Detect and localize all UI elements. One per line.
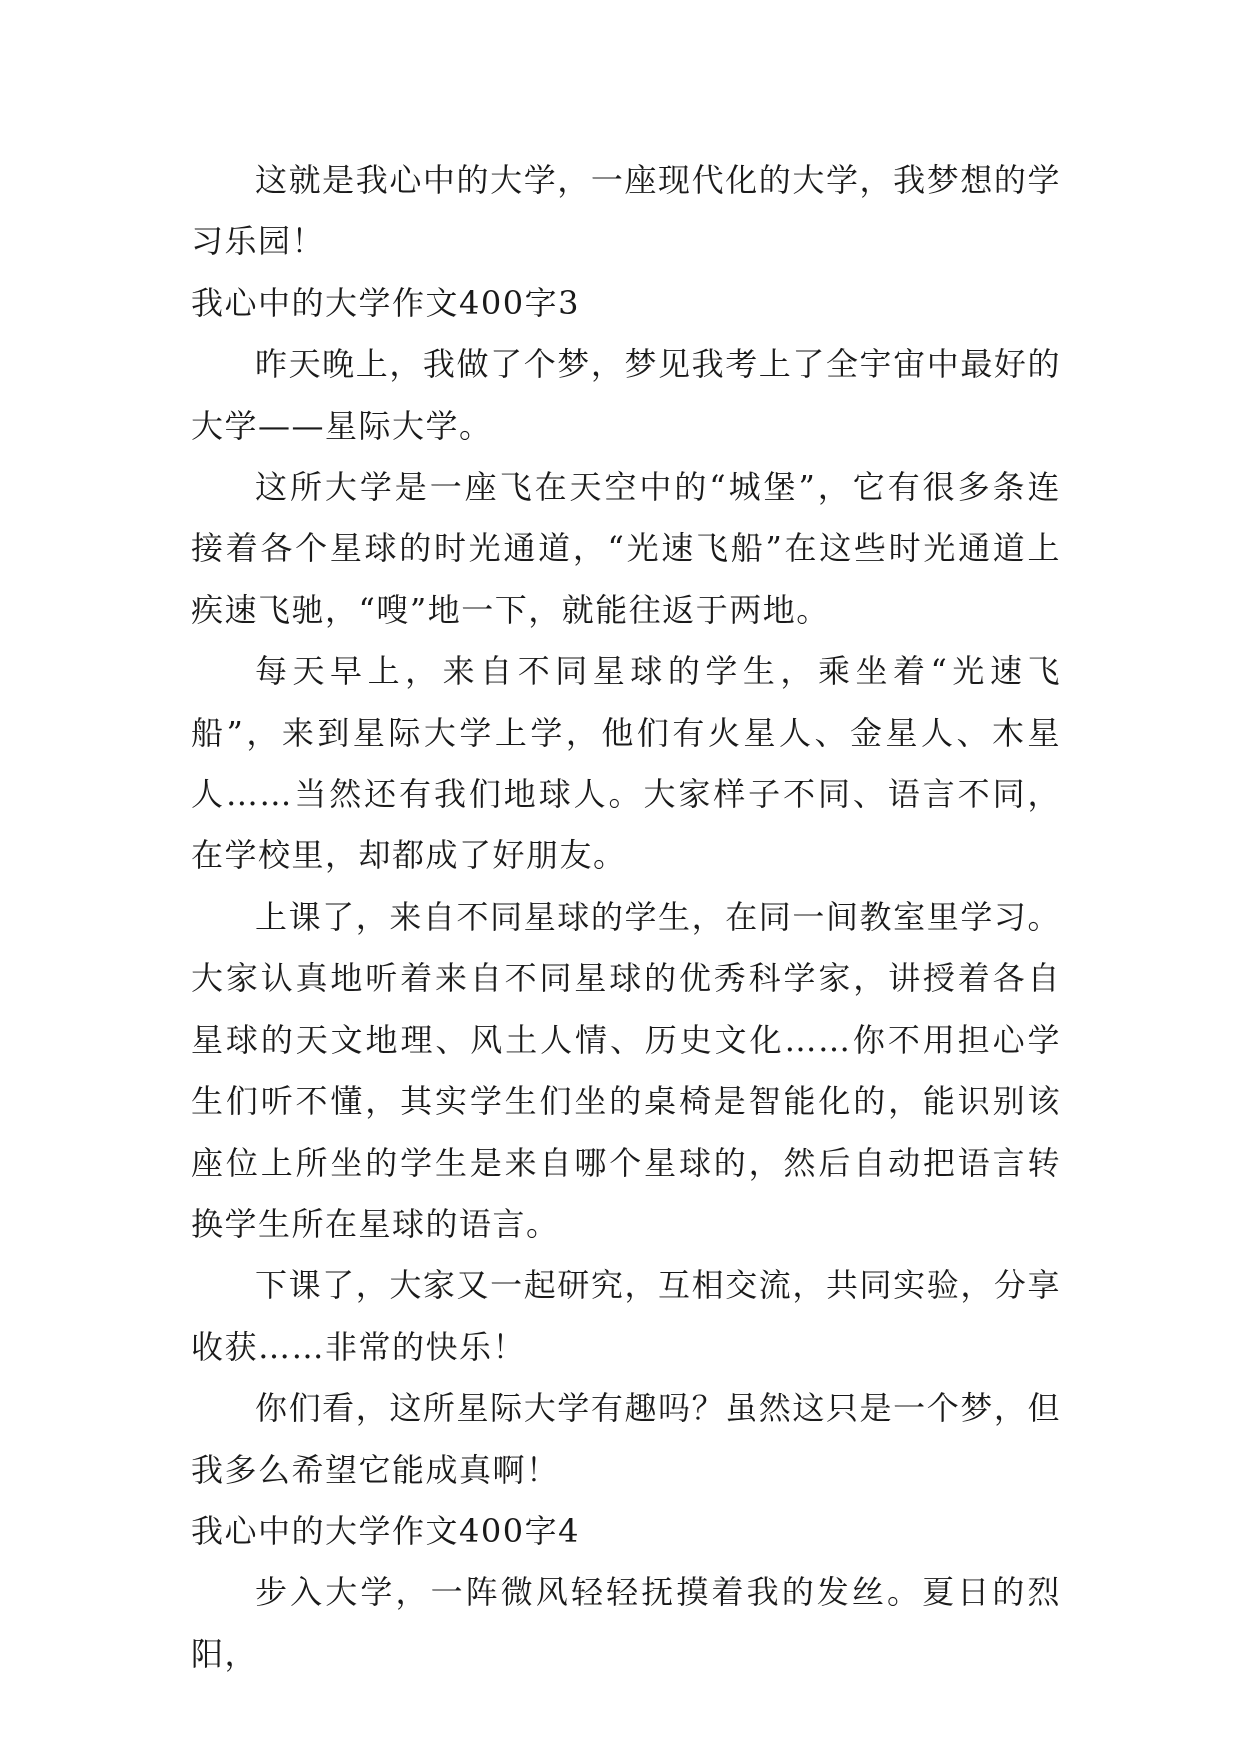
paragraph-5: 上课了，来自不同星球的学生，在同一间教室里学习。大家认真地听着来自不同星球的优秀科学家，讲授着各自星球的天文地理、风土人情、历史文化……你不用担心学生们听不懂，其实学生们坐的桌椅是智能化的，能识别该座位上所坐的学生是来自哪个星球的，然后自动把语言转换学生所在星球的语言。 xyxy=(191,897,1061,1243)
paragraph-4: 每天早上，来自不同星球的学生，乘坐着“光速飞船”，来到星际大学上学，他们有火星人、金星人、木星人……当然还有我们地球人。大家样子不同、语言不同，在学校里，却都成了好朋友。 xyxy=(191,652,1061,875)
section-heading-3: 我心中的大学作文400字3 xyxy=(191,283,580,322)
section-heading-4: 我心中的大学作文400字4 xyxy=(191,1511,580,1550)
document-body xyxy=(191,150,1061,1685)
paragraph-6: 下课了，大家又一起研究，互相交流，共同实验，分享收获……非常的快乐！ xyxy=(191,1266,1061,1366)
paragraph-7: 你们看，这所星际大学有趣吗？虽然这只是一个梦，但我多么希望它能成真啊！ xyxy=(191,1389,1061,1489)
paragraph-8: 步入大学，一阵微风轻轻抚摸着我的发丝。夏日的烈阳， xyxy=(191,1573,1061,1673)
paragraph-3: 这所大学是一座飞在天空中的“城堡”，它有很多条连接着各个星球的时光通道，“光速飞船”在这些时光通道上疾速飞驰，“嗖”地一下，就能往返于两地。 xyxy=(191,468,1061,629)
paragraph-1: 这就是我心中的大学，一座现代化的大学，我梦想的学习乐园！ xyxy=(191,161,1061,261)
paragraph-2: 昨天晚上，我做了个梦，梦见我考上了全宇宙中最好的大学——星际大学。 xyxy=(191,345,1061,445)
